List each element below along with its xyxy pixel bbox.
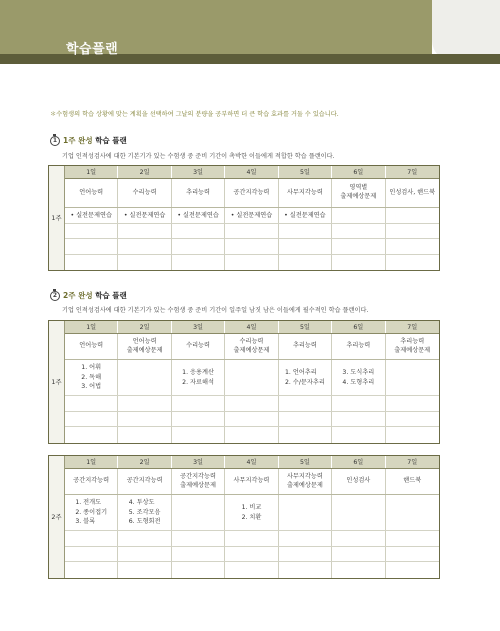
task-cell	[279, 495, 332, 530]
blank-cell	[65, 255, 118, 270]
subject-cell: 사무지각능력	[279, 179, 332, 207]
blank-cell	[386, 427, 439, 443]
task-row	[65, 208, 439, 224]
task-row	[65, 360, 439, 396]
subject-cell: 추리능력	[332, 334, 385, 359]
task-cell	[118, 360, 171, 395]
blank-cell	[225, 427, 278, 443]
task-cell	[332, 208, 385, 223]
blank-cell	[172, 255, 225, 270]
blank-row	[65, 547, 439, 563]
blank-cell	[118, 531, 171, 546]
task-cell	[279, 360, 332, 395]
task-text: • 실전문제연습	[230, 211, 273, 219]
blank-row	[65, 427, 439, 443]
blank-cell	[118, 255, 171, 270]
day-header: 5일	[279, 321, 332, 333]
task-cell	[172, 360, 225, 395]
blank-cell	[172, 239, 225, 253]
stopwatch-icon: 2	[50, 291, 60, 301]
day-header-row	[65, 166, 439, 179]
header-band	[0, 0, 432, 62]
task-cell	[225, 208, 278, 223]
blank-cell	[332, 547, 385, 562]
task-cell	[225, 360, 278, 395]
subject-cell: 추리능력 출제예상문제	[394, 337, 431, 354]
blank-cell	[65, 412, 118, 427]
day-header: 7일	[407, 459, 418, 466]
day-header: 1일	[65, 321, 118, 333]
day-header: 6일	[332, 321, 385, 333]
day-header: 7일	[407, 169, 418, 176]
subject-row	[65, 469, 439, 495]
task-text: 1. 비교 2. 치환	[241, 503, 262, 521]
task-cell	[279, 208, 332, 223]
day-header: 1일	[65, 166, 118, 178]
blank-row	[65, 396, 439, 412]
subject-row	[65, 334, 439, 360]
week-label: 1주	[49, 166, 65, 270]
blank-cell	[386, 255, 439, 270]
day-header: 1일	[65, 456, 118, 468]
blank-cell	[65, 239, 118, 253]
task-text: • 실전문제연습	[70, 211, 112, 219]
blank-cell	[172, 427, 225, 443]
blank-cell	[225, 396, 278, 411]
blank-cell	[65, 547, 118, 562]
blank-cell	[386, 396, 439, 411]
blank-cell	[332, 531, 385, 546]
task-text: • 실전문제연습	[284, 211, 326, 219]
day-header-row	[65, 321, 439, 334]
blank-cell	[386, 547, 439, 562]
blank-cell	[65, 224, 118, 238]
blank-cell	[172, 547, 225, 562]
task-cell	[172, 495, 225, 530]
plan-table-2week-week1	[48, 320, 440, 444]
task-text: 1. 언어추리 2. 수/문자추리	[284, 368, 325, 386]
subject-cell: 언어능력	[65, 179, 118, 207]
section2-desc: 기업 인적성검사에 대한 기본기가 있는 수험생 중 준비 기간이 일주일 남짓 남은 이들에게 필수적인 학습 플랜이다.	[62, 307, 369, 314]
blank-cell	[225, 239, 278, 253]
subject-cell: 공간지각능력	[118, 469, 171, 494]
stopwatch-icon: 1	[50, 136, 60, 146]
day-header: 4일	[225, 321, 278, 333]
plan-table-1week	[48, 165, 440, 271]
task-text: 1. 응용계산 2. 자료해석	[182, 368, 214, 386]
task-cell	[118, 495, 171, 530]
blank-row	[65, 239, 439, 254]
subject-cell: 수리능력	[118, 179, 171, 207]
task-cell	[65, 208, 118, 223]
blank-cell	[118, 239, 171, 253]
blank-cell	[386, 224, 439, 238]
day-header: 4일	[225, 166, 278, 178]
task-text: 4. 투상도 5. 조각모음 6. 도형회전	[128, 499, 161, 526]
task-text: 3. 도식추리 4. 도형추리	[342, 368, 375, 386]
task-cell	[332, 360, 385, 395]
blank-row	[65, 412, 439, 428]
day-header: 3일	[172, 456, 225, 468]
blank-cell	[118, 427, 171, 443]
section1-title: 1주 완성 학습 플랜	[63, 136, 127, 145]
blank-cell	[279, 255, 332, 270]
blank-cell	[172, 562, 225, 578]
day-header: 3일	[172, 321, 225, 333]
blank-cell	[172, 412, 225, 427]
blank-cell	[225, 547, 278, 562]
task-cell	[225, 495, 278, 530]
day-header: 6일	[332, 456, 385, 468]
blank-cell	[225, 224, 278, 238]
blank-cell	[386, 239, 439, 253]
blank-cell	[279, 531, 332, 546]
blank-cell	[172, 224, 225, 238]
blank-cell	[118, 224, 171, 238]
intro-note: ＊수험생의 학습 상황에 맞는 계획을 선택하여 그날의 분량을 공부하면 더 큰 학습 효과를 거둘 수 있습니다.	[50, 111, 339, 118]
section2-heading	[50, 290, 127, 301]
task-cell	[65, 360, 118, 395]
day-header: 7일	[407, 324, 418, 331]
blank-cell	[225, 412, 278, 427]
task-text: • 실전문제연습	[123, 211, 166, 219]
blank-cell	[65, 396, 118, 411]
task-cell	[332, 495, 385, 530]
page-title: 학습플랜	[66, 42, 119, 57]
day-header: 3일	[172, 166, 225, 178]
task-row	[65, 495, 439, 531]
blank-cell	[279, 562, 332, 578]
blank-cell	[386, 562, 439, 578]
blank-cell	[65, 427, 118, 443]
section1-heading	[50, 135, 127, 146]
subject-cell: 핸드북	[403, 477, 422, 484]
task-text: • 실전문제연습	[177, 211, 219, 219]
blank-row	[65, 224, 439, 239]
blank-cell	[172, 531, 225, 546]
blank-cell	[332, 427, 385, 443]
week-label: 1주	[49, 321, 65, 443]
blank-cell	[332, 562, 385, 578]
subject-cell: 수리능력 출제예상문제	[225, 334, 278, 359]
subject-cell: 인성검사, 핸드북	[389, 188, 436, 196]
header-corner	[432, 0, 500, 62]
subject-cell: 사무지각능력 출제예상문제	[279, 469, 332, 494]
day-header: 2일	[118, 456, 171, 468]
blank-cell	[386, 531, 439, 546]
page-header	[0, 0, 500, 66]
subject-cell: 추리능력	[279, 334, 332, 359]
blank-cell	[279, 239, 332, 253]
blank-cell	[279, 427, 332, 443]
day-header-row	[65, 456, 439, 469]
subject-cell: 인성검사	[332, 469, 385, 494]
blank-cell	[332, 412, 385, 427]
subject-cell: 영역별 출제예상문제	[332, 179, 385, 207]
blank-cell	[332, 224, 385, 238]
task-text: 1. 전개도 2. 종이접기 3. 블록	[75, 499, 108, 526]
blank-cell	[65, 562, 118, 578]
subject-cell: 사무지각능력	[225, 469, 278, 494]
day-header: 2일	[118, 166, 171, 178]
day-header: 6일	[332, 166, 385, 178]
blank-cell	[118, 396, 171, 411]
day-header: 5일	[279, 166, 332, 178]
blank-row	[65, 562, 439, 578]
blank-cell	[279, 396, 332, 411]
blank-cell	[332, 396, 385, 411]
task-cell	[386, 360, 439, 395]
blank-cell	[118, 562, 171, 578]
blank-cell	[279, 224, 332, 238]
blank-cell	[279, 547, 332, 562]
blank-row	[65, 255, 439, 270]
subject-cell: 수리능력	[172, 334, 225, 359]
blank-cell	[118, 547, 171, 562]
blank-cell	[332, 239, 385, 253]
section2-title: 2주 완성 학습 플랜	[63, 291, 127, 300]
week-label: 2주	[49, 456, 65, 578]
task-cell	[386, 495, 439, 530]
blank-cell	[225, 562, 278, 578]
subject-cell: 공간지각능력	[225, 179, 278, 207]
task-cell	[172, 208, 225, 223]
day-header: 5일	[279, 456, 332, 468]
subject-cell: 공간지각능력	[65, 469, 118, 494]
subject-cell: 공간지각능력 출제예상문제	[172, 469, 225, 494]
task-cell	[386, 208, 439, 223]
subject-row	[65, 179, 439, 208]
blank-cell	[172, 396, 225, 411]
blank-cell	[225, 255, 278, 270]
day-header: 2일	[118, 321, 171, 333]
blank-cell	[225, 531, 278, 546]
subject-cell: 언어능력 출제예상문제	[118, 334, 171, 359]
task-text: 1. 어휘 2. 독해 3. 어법	[81, 364, 102, 391]
blank-cell	[279, 412, 332, 427]
blank-cell	[65, 531, 118, 546]
task-cell	[65, 495, 118, 530]
task-cell	[118, 208, 171, 223]
blank-cell	[118, 412, 171, 427]
section1-desc: 기업 인적성검사에 대한 기본기가 있는 수험생 중 준비 기간이 촉박한 이들에게 적합한 학습 플랜이다.	[62, 153, 335, 160]
subject-cell: 언어능력	[65, 334, 118, 359]
blank-row	[65, 531, 439, 547]
day-header: 4일	[225, 456, 278, 468]
subject-cell: 추리능력	[172, 179, 225, 207]
blank-cell	[386, 412, 439, 427]
blank-cell	[332, 255, 385, 270]
plan-table-2week-week2	[48, 455, 440, 579]
